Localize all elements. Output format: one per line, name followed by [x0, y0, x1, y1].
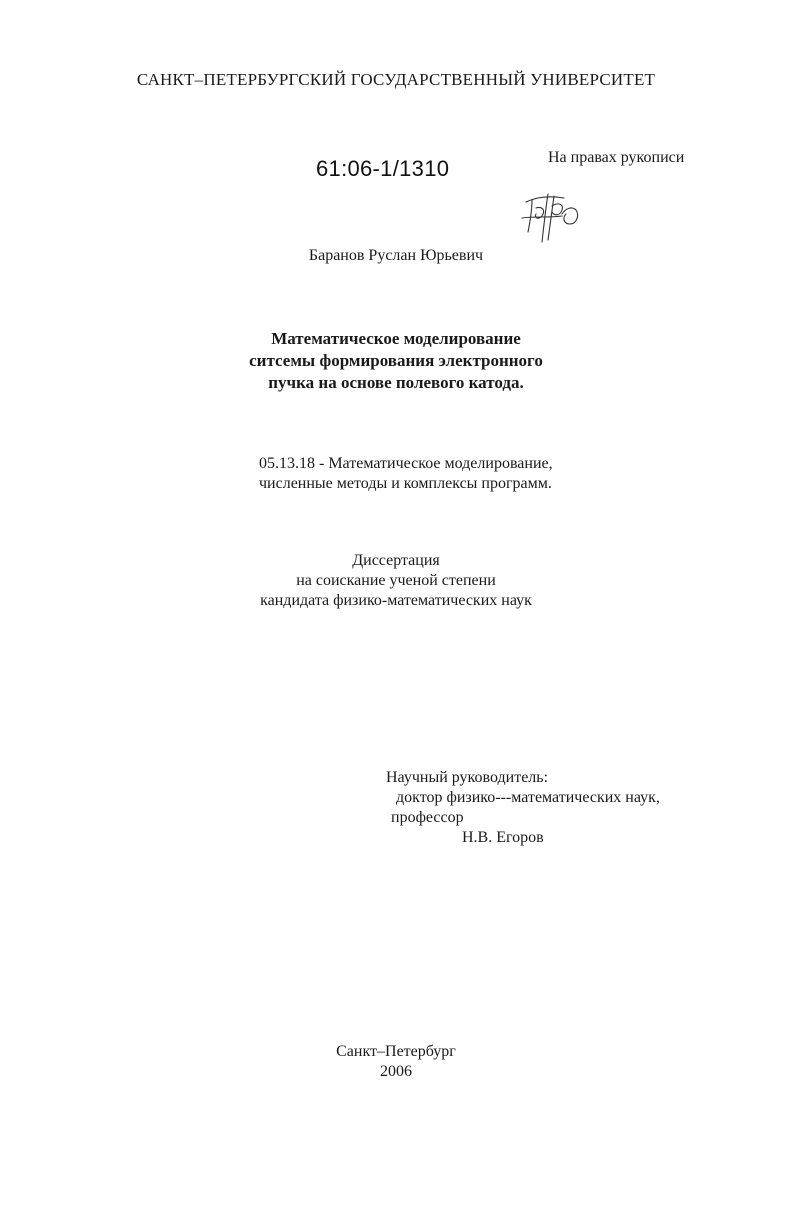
university-name: САНКТ–ПЕТЕРБУРГСКИЙ ГОСУДАРСТВЕННЫЙ УНИВЕРСИТЕТ [136, 70, 656, 89]
supervisor-name: Н.В. Егоров [462, 829, 544, 846]
supervisor-degree: доктор физико---математических наук, [396, 789, 660, 806]
title-line-1: Математическое моделирование [271, 329, 521, 348]
scientific-supervisor [386, 768, 660, 848]
year: 2006 [380, 1063, 412, 1080]
supervisor-label: Научный руководитель: [386, 769, 549, 786]
degree-line-2: на соискание ученой степени [296, 572, 496, 589]
supervisor-rank: профессор [391, 809, 464, 826]
library-call-number: 61:06-1/1310 [316, 156, 450, 181]
author-signature [518, 188, 590, 246]
degree-line-3: кандидата физико-математических наук [260, 592, 532, 609]
specialty-line-1: 05.13.18 - Математическое моделирование, [259, 455, 553, 472]
title-line-3: пучка на основе полевого катода. [268, 373, 524, 392]
manuscript-rights-note: На правах рукописи [548, 149, 685, 166]
dissertation-title [0, 328, 792, 394]
city: Санкт–Петербург [336, 1043, 456, 1060]
specialty-line-2: численные методы и комплексы программ. [259, 475, 552, 492]
title-line-2: ситсемы формирования электронного [249, 351, 543, 370]
specialty-code [259, 454, 553, 494]
degree-line-1: Диссертация [352, 552, 440, 569]
place-and-year [0, 1042, 792, 1082]
author-name: Баранов Руслан Юрьевич [308, 247, 484, 264]
degree-statement [0, 551, 792, 611]
